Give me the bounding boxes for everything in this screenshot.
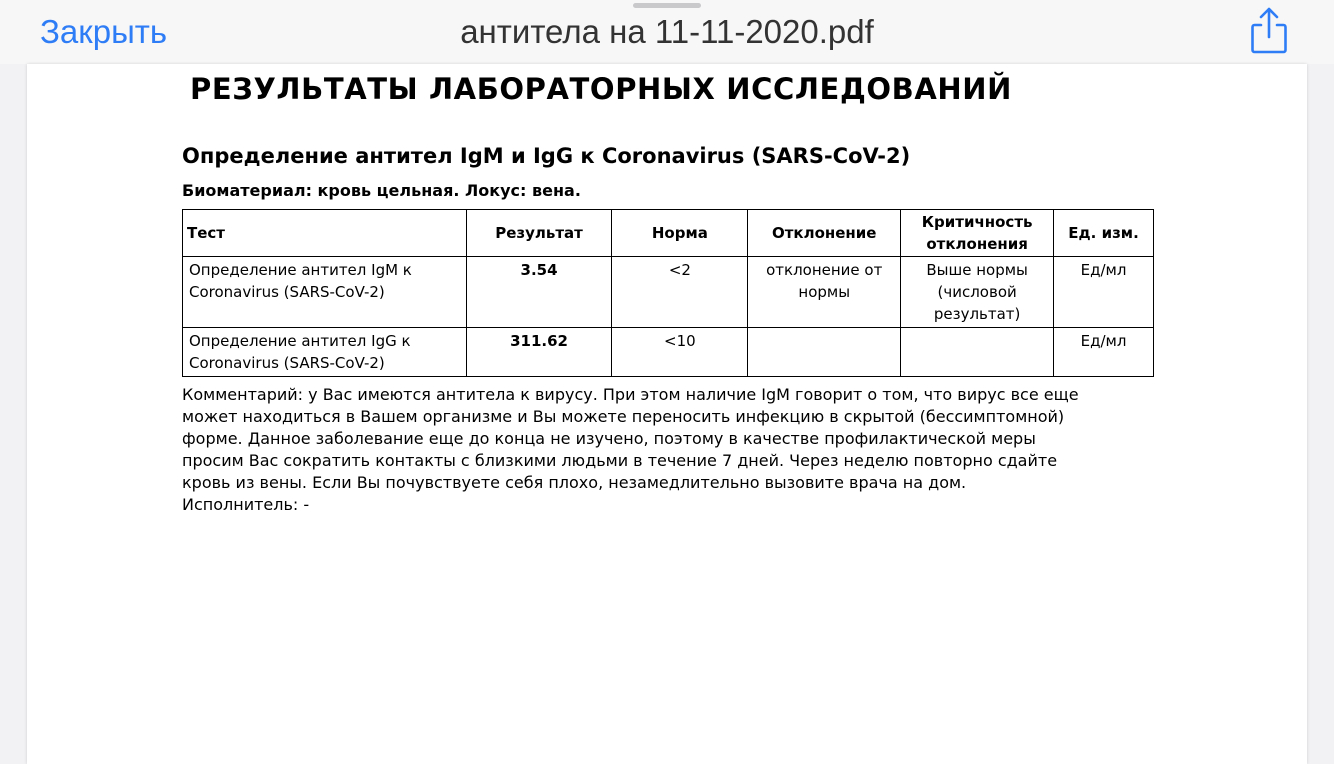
comment-text: Комментарий: у Вас имеются антитела к вирусу. При этом наличие IgM говорит о том, что вирус все еще может находиться в Вашем организме и Вы можете переносить инфекцию в скрытой (бессимптомной) форме. Данное заболевание еще до конца не изучено, поэтому в качестве профилактической меры просим Вас сократить контакты с близкими людьми в течение 7 дней. Через неделю повторно сдайте кровь из вены. Если Вы почувствуете себя плохо, незамедлительно вызовите врача на дом. (182, 385, 1079, 492)
document-title: антитела на 11-11-2020.pdf (460, 13, 874, 50)
unit-cell: Ед/мл (1054, 328, 1154, 377)
column-header: Норма (612, 210, 748, 257)
report-heading: РЕЗУЛЬТАТЫ ЛАБОРАТОРНЫХ ИССЛЕДОВАНИЙ (190, 72, 1012, 106)
unit-cell: Ед/мл (1054, 257, 1154, 328)
biomaterial-line: Биоматериал: кровь цельная. Локус: вена. (182, 181, 581, 200)
navigation-bar (0, 0, 1334, 64)
deviation-cell: отклонение от нормы (748, 257, 901, 328)
criticality-cell: Выше нормы (числовой результат) (901, 257, 1054, 328)
column-header: Тест (183, 210, 467, 257)
column-header: Критичность отклонения (901, 210, 1054, 257)
column-header: Ед. изм. (1054, 210, 1154, 257)
result-cell: 311.62 (466, 328, 612, 377)
comment-block (182, 384, 1082, 516)
norm-cell: <2 (612, 257, 748, 328)
table-row (183, 257, 1154, 328)
norm-cell: <10 (612, 328, 748, 377)
test-name-cell: Определение антител IgG к Coronavirus (SARS-CoV-2) (183, 328, 467, 377)
table-row (183, 328, 1154, 377)
column-header: Результат (466, 210, 612, 257)
share-icon (1246, 6, 1292, 56)
column-header: Отклонение (748, 210, 901, 257)
share-button[interactable] (1246, 6, 1292, 56)
result-cell: 3.54 (466, 257, 612, 328)
results-table (182, 209, 1154, 377)
table-header-row (183, 210, 1154, 257)
criticality-cell (901, 328, 1054, 377)
sheet-grabber-handle[interactable] (633, 3, 701, 8)
test-subheading: Определение антител IgM и IgG к Coronavirus (SARS-CoV-2) (182, 144, 911, 168)
close-button[interactable]: Закрыть (40, 13, 168, 50)
executor-text: Исполнитель: - (182, 495, 310, 514)
deviation-cell (748, 328, 901, 377)
test-name-cell: Определение антител IgM к Coronavirus (SARS-CoV-2) (183, 257, 467, 328)
